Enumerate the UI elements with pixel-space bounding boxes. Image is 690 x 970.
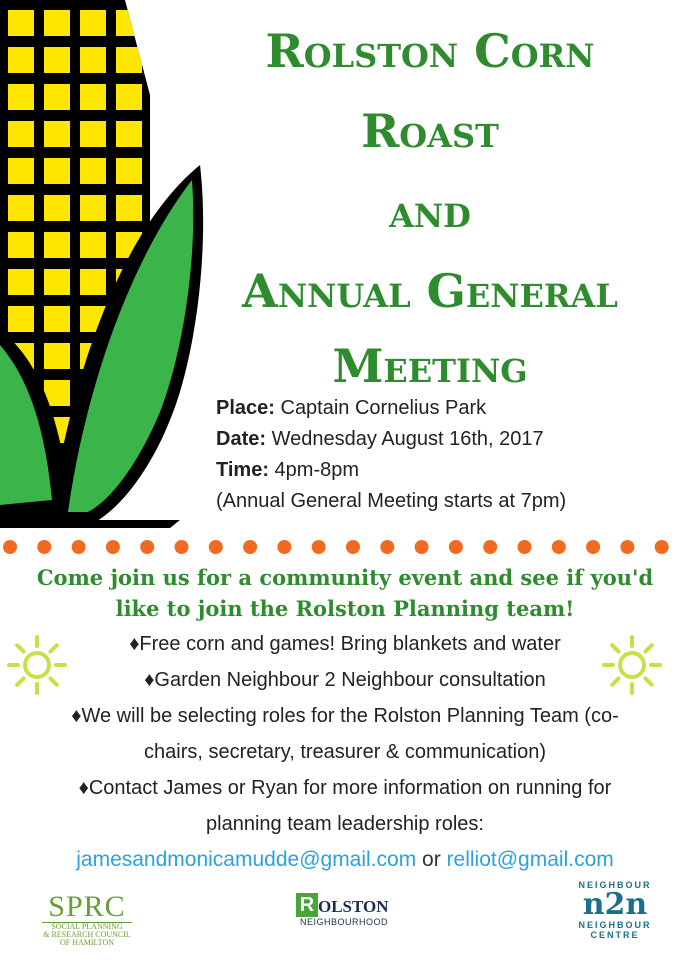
title-line-5: Meeting: [332, 339, 528, 393]
place-value: Captain Cornelius Park: [274, 397, 487, 419]
rolston-logo-letter: R: [296, 893, 318, 917]
corn-kernel: [116, 84, 142, 110]
sprc-logo-subtitle-1: SOCIAL PLANNING: [42, 922, 132, 931]
divider-dot: [483, 540, 497, 554]
corn-kernel: [44, 84, 70, 110]
divider-dot: [346, 540, 360, 554]
rolston-logo: [296, 893, 389, 927]
time-row: [216, 455, 566, 486]
divider-dot: [586, 540, 600, 554]
title-line-1: Rolston Corn: [265, 24, 595, 78]
corn-kernel: [8, 84, 34, 110]
bullet-list: [0, 626, 690, 842]
rolston-logo-word: OLSTON: [318, 897, 389, 916]
divider-dot: [37, 540, 51, 554]
sprc-logo-subtitle-3: OF HAMILTON: [59, 938, 114, 947]
corn-kernel: [44, 121, 70, 147]
divider-dot: [72, 540, 86, 554]
divider-dot: [3, 540, 17, 554]
title-line-2: Roast: [361, 104, 499, 158]
corn-kernel: [80, 195, 106, 221]
n2n-logo-bottom-1: NEIGHBOUR: [578, 920, 652, 930]
corn-kernel: [44, 195, 70, 221]
corn-kernel: [116, 10, 142, 36]
place-label: Place:: [216, 397, 275, 419]
corn-kernel: [80, 47, 106, 73]
n2n-logo-top: NEIGHBOUR: [578, 880, 652, 890]
list-item: planning team leadership roles:: [206, 813, 484, 835]
corn-kernel: [116, 158, 142, 184]
list-item: ♦Free corn and games! Bring blankets and water: [129, 633, 561, 655]
rolston-logo-subtitle: NEIGHBOURHOOD: [300, 917, 389, 927]
corn-kernel: [8, 10, 34, 36]
corn-kernel: [80, 121, 106, 147]
sprc-logo-subtitle-2: & RESEARCH COUNCIL: [43, 930, 131, 939]
dot-divider: [0, 537, 690, 557]
corn-kernel: [44, 158, 70, 184]
list-item: chairs, secretary, treasurer & communication): [144, 741, 546, 763]
corn-kernel: [44, 343, 70, 369]
corn-kernel: [8, 47, 34, 73]
divider-dot: [552, 540, 566, 554]
date-row: [216, 424, 566, 455]
corn-kernel: [8, 158, 34, 184]
time-note: (Annual General Meeting starts at 7pm): [216, 490, 567, 512]
corn-kernel: [116, 47, 142, 73]
sprc-logo: [42, 892, 132, 947]
divider-dot: [518, 540, 532, 554]
time-label: Time:: [216, 459, 269, 481]
contact-line: [0, 848, 690, 872]
headline-line-2: like to join the Rolston Planning team!: [115, 596, 575, 621]
divider-dot: [140, 540, 154, 554]
corn-kernel: [80, 232, 106, 258]
list-item: ♦Contact James or Ryan for more information on running for: [78, 777, 612, 799]
divider-dot: [243, 540, 257, 554]
date-value: Wednesday August 16th, 2017: [266, 428, 544, 450]
n2n-logo-bottom-2: CENTRE: [590, 930, 640, 940]
divider-dot: [380, 540, 394, 554]
n2n-logo-mark: n2n: [582, 887, 648, 922]
corn-kernel: [44, 269, 70, 295]
headline-line-1: Come join us for a community event and see if you'd: [36, 565, 654, 590]
divider-dot: [175, 540, 189, 554]
corn-illustration: [0, 0, 210, 530]
divider-dot: [209, 540, 223, 554]
corn-kernel: [80, 158, 106, 184]
corn-kernel: [8, 306, 34, 332]
title-line-4: Annual General: [242, 264, 618, 318]
sprc-logo-text: SPRC: [48, 890, 126, 923]
corn-kernel: [80, 269, 106, 295]
headline: [0, 562, 690, 624]
corn-kernel: [116, 195, 142, 221]
divider-dot: [655, 540, 669, 554]
list-item: ♦We will be selecting roles for the Rolston Planning Team (co-: [71, 705, 619, 727]
n2n-logo: [565, 880, 665, 940]
divider-dot: [449, 540, 463, 554]
place-row: [216, 393, 566, 424]
email-link-relliot[interactable]: relliot@gmail.com: [446, 848, 614, 871]
divider-dot: [106, 540, 120, 554]
corn-kernel: [8, 195, 34, 221]
time-value: 4pm-8pm: [268, 459, 360, 481]
corn-kernel: [80, 84, 106, 110]
corn-kernel: [8, 232, 34, 258]
email-link-james[interactable]: jamesandmonicamudde@gmail.com: [76, 848, 417, 871]
corn-kernel: [116, 121, 142, 147]
event-details: [216, 393, 566, 517]
corn-kernel: [8, 121, 34, 147]
corn-kernel: [44, 306, 70, 332]
corn-kernel: [44, 232, 70, 258]
contact-or: or: [416, 848, 447, 871]
divider-dot: [312, 540, 326, 554]
corn-kernel: [44, 47, 70, 73]
list-item: ♦Garden Neighbour 2 Neighbour consultation: [144, 669, 546, 691]
corn-kernel: [8, 269, 34, 295]
date-label: Date:: [216, 428, 267, 450]
divider-dot: [277, 540, 291, 554]
divider-dot: [415, 540, 429, 554]
divider-dot: [620, 540, 634, 554]
title-line-3: and: [389, 184, 471, 238]
corn-kernel: [44, 10, 70, 36]
corn-kernel: [80, 10, 106, 36]
